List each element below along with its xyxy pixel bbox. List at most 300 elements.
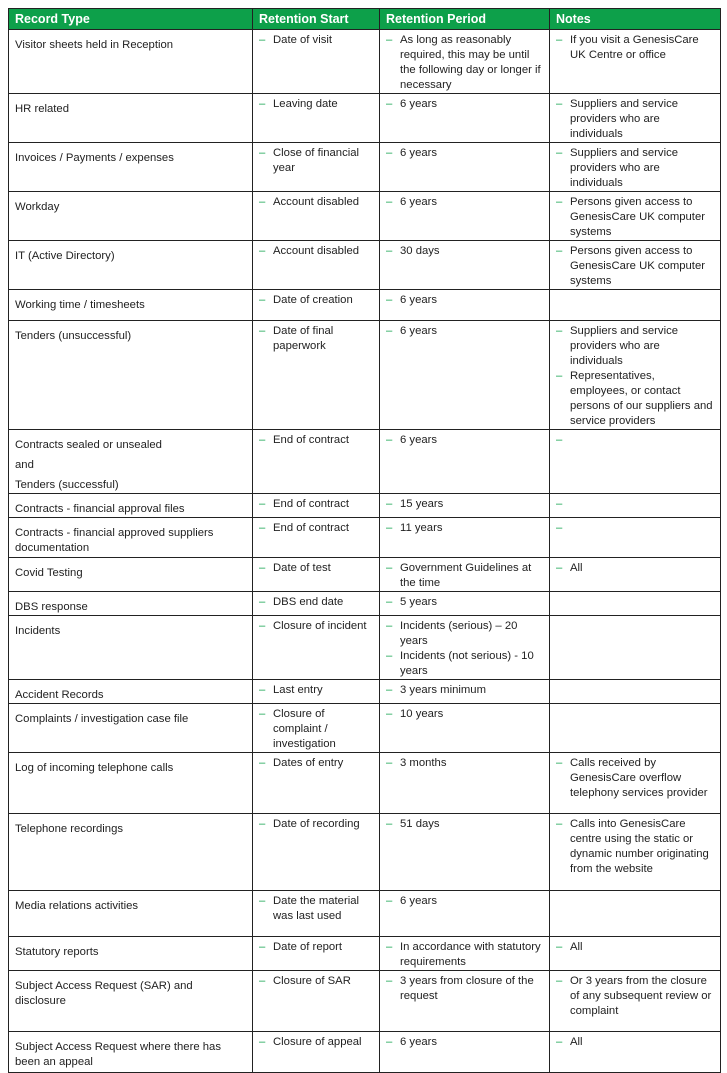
record-type-text: IT (Active Directory) xyxy=(15,250,115,262)
retention-start-cell xyxy=(253,753,380,814)
notes-list xyxy=(556,195,714,240)
notes-text: Persons given access to GenesisCare UK computer systems xyxy=(570,245,705,287)
retention-start-text: Date of test xyxy=(273,562,331,574)
retention-start-item xyxy=(259,683,373,698)
retention-period-text: 3 years from closure of the request xyxy=(400,975,534,1002)
dash-icon: – xyxy=(259,325,266,337)
notes-list xyxy=(556,756,714,801)
retention-start-cell xyxy=(253,1032,380,1073)
retention-start-item xyxy=(259,756,373,771)
retention-period-text: Incidents (not serious) - 10 years xyxy=(400,650,534,677)
retention-start-list xyxy=(259,1035,373,1050)
dash-icon: – xyxy=(556,98,563,110)
notes-list xyxy=(556,940,714,955)
notes-item xyxy=(556,33,714,63)
retention-start-cell xyxy=(253,937,380,971)
retention-period-list xyxy=(386,195,543,210)
record-type-cell xyxy=(9,592,253,616)
retention-start-text: Closure of incident xyxy=(273,620,367,632)
retention-start-text: Date of report xyxy=(273,941,343,953)
retention-period-cell xyxy=(380,592,550,616)
retention-period-cell xyxy=(380,704,550,753)
table-row xyxy=(9,891,721,937)
retention-start-list xyxy=(259,683,373,698)
notes-item xyxy=(556,244,714,289)
retention-start-list xyxy=(259,97,373,112)
dash-icon: – xyxy=(556,975,563,987)
dash-icon: – xyxy=(259,620,266,632)
retention-period-text: 30 days xyxy=(400,245,440,257)
retention-start-item xyxy=(259,497,373,512)
retention-period-text: In accordance with statutory requirements xyxy=(400,941,541,968)
record-type-text: Invoices / Payments / expenses xyxy=(15,152,174,164)
table-row xyxy=(9,558,721,592)
dash-icon: – xyxy=(259,98,266,110)
retention-start-item xyxy=(259,33,373,48)
retention-period-cell xyxy=(380,494,550,518)
notes-cell xyxy=(550,592,721,616)
record-type-cell xyxy=(9,494,253,518)
notes-text: All xyxy=(570,562,583,574)
table-header-row xyxy=(9,9,721,30)
notes-cell xyxy=(550,30,721,94)
retention-period-cell xyxy=(380,814,550,891)
dash-icon: – xyxy=(386,562,393,574)
retention-period-item xyxy=(386,756,543,771)
notes-item xyxy=(556,97,714,142)
notes-text: If you visit a GenesisCare UK Centre or office xyxy=(570,34,699,61)
dash-icon: – xyxy=(386,34,393,46)
retention-start-text: Closure of appeal xyxy=(273,1036,362,1048)
notes-item xyxy=(556,324,714,369)
retention-period-item xyxy=(386,817,543,832)
notes-cell xyxy=(550,494,721,518)
retention-start-list xyxy=(259,619,373,634)
dash-icon: – xyxy=(259,1036,266,1048)
notes-list xyxy=(556,244,714,289)
dash-icon: – xyxy=(556,522,563,534)
retention-period-list xyxy=(386,521,543,536)
retention-start-cell xyxy=(253,616,380,680)
retention-start-cell xyxy=(253,290,380,321)
retention-period-list xyxy=(386,33,543,93)
notes-text: Or 3 years from the closure of any subsequent review or complaint xyxy=(570,975,712,1017)
retention-period-cell xyxy=(380,891,550,937)
dash-icon: – xyxy=(556,434,563,446)
notes-cell xyxy=(550,1032,721,1073)
retention-period-item xyxy=(386,33,543,93)
record-type-text: Contracts sealed or unsealed xyxy=(15,439,162,451)
notes-cell xyxy=(550,94,721,143)
retention-period-text: 10 years xyxy=(400,708,444,720)
record-type-text: Media relations activities xyxy=(15,900,139,912)
table-row xyxy=(9,592,721,616)
retention-period-item xyxy=(386,244,543,259)
record-type-cell xyxy=(9,704,253,753)
retention-period-item xyxy=(386,940,543,970)
record-type-text: DBS response xyxy=(15,601,88,613)
retention-period-item xyxy=(386,97,543,112)
retention-start-cell xyxy=(253,321,380,430)
retention-period-item xyxy=(386,561,543,591)
retention-period-item xyxy=(386,324,543,339)
notes-cell xyxy=(550,814,721,891)
record-type-text: Log of incoming telephone calls xyxy=(15,762,174,774)
retention-period-item xyxy=(386,293,543,308)
retention-start-list xyxy=(259,894,373,924)
notes-item xyxy=(556,817,714,877)
record-type-cell xyxy=(9,518,253,558)
retention-start-list xyxy=(259,974,373,989)
retention-period-cell xyxy=(380,143,550,192)
retention-period-list xyxy=(386,561,543,591)
retention-start-text: Close of financial year xyxy=(273,147,360,174)
notes-text: Suppliers and service providers who are individuals xyxy=(570,147,679,189)
record-type-text: Telephone recordings xyxy=(15,823,124,835)
retention-period-text: 15 years xyxy=(400,498,444,510)
retention-start-list xyxy=(259,817,373,832)
retention-period-text: 5 years xyxy=(400,596,438,608)
notes-cell xyxy=(550,937,721,971)
retention-period-item xyxy=(386,497,543,512)
table-row xyxy=(9,814,721,891)
dash-icon: – xyxy=(386,650,393,662)
table-row xyxy=(9,971,721,1032)
dash-icon: – xyxy=(259,708,266,720)
notes-list xyxy=(556,33,714,63)
dash-icon: – xyxy=(556,562,563,574)
header-retention-start: Retention Start xyxy=(253,9,380,30)
retention-period-text: Incidents (serious) – 20 years xyxy=(400,620,518,647)
table-row xyxy=(9,192,721,241)
retention-start-item xyxy=(259,324,373,354)
notes-cell xyxy=(550,518,721,558)
record-type-cell xyxy=(9,971,253,1032)
retention-start-text: Closure of SAR xyxy=(273,975,351,987)
table-row xyxy=(9,30,721,94)
notes-cell xyxy=(550,704,721,753)
record-type-cell xyxy=(9,321,253,430)
notes-list xyxy=(556,324,714,429)
dash-icon: – xyxy=(386,596,393,608)
retention-start-list xyxy=(259,707,373,752)
notes-cell xyxy=(550,192,721,241)
retention-period-text: 6 years xyxy=(400,434,438,446)
retention-period-cell xyxy=(380,971,550,1032)
retention-start-cell xyxy=(253,518,380,558)
retention-start-item xyxy=(259,940,373,955)
dash-icon: – xyxy=(386,498,393,510)
dash-icon: – xyxy=(556,34,563,46)
dash-icon: – xyxy=(259,34,266,46)
dash-icon: – xyxy=(386,941,393,953)
retention-period-item xyxy=(386,146,543,161)
table-row xyxy=(9,321,721,430)
retention-period-item xyxy=(386,521,543,536)
dash-icon: – xyxy=(386,434,393,446)
notes-cell xyxy=(550,971,721,1032)
retention-period-text: 6 years xyxy=(400,196,438,208)
notes-list xyxy=(556,817,714,877)
notes-cell xyxy=(550,753,721,814)
retention-start-list xyxy=(259,561,373,576)
retention-start-cell xyxy=(253,680,380,704)
retention-start-cell xyxy=(253,192,380,241)
retention-start-list xyxy=(259,33,373,48)
retention-start-list xyxy=(259,497,373,512)
retention-start-item xyxy=(259,146,373,176)
retention-period-list xyxy=(386,97,543,112)
notes-cell xyxy=(550,290,721,321)
record-type-text: Contracts - financial approved suppliers documentation xyxy=(15,527,214,554)
dash-icon: – xyxy=(386,708,393,720)
retention-period-item xyxy=(386,619,543,649)
retention-start-list xyxy=(259,940,373,955)
retention-start-list xyxy=(259,756,373,771)
record-type-text: Covid Testing xyxy=(15,567,83,579)
retention-period-item xyxy=(386,683,543,698)
record-type-cell xyxy=(9,94,253,143)
retention-start-item xyxy=(259,619,373,634)
dash-icon: – xyxy=(556,941,563,953)
retention-start-text: End of contract xyxy=(273,498,349,510)
retention-start-text: Account disabled xyxy=(273,196,360,208)
retention-start-item xyxy=(259,817,373,832)
retention-start-cell xyxy=(253,592,380,616)
retention-start-text: DBS end date xyxy=(273,596,344,608)
table-row xyxy=(9,241,721,290)
retention-period-text: Government Guidelines at the time xyxy=(400,562,532,589)
retention-period-list xyxy=(386,817,543,832)
record-type-text: Visitor sheets held in Reception xyxy=(15,39,174,51)
retention-period-cell xyxy=(380,290,550,321)
record-type-cell xyxy=(9,814,253,891)
retention-period-list xyxy=(386,707,543,722)
notes-item xyxy=(556,1035,714,1050)
retention-start-item xyxy=(259,244,373,259)
dash-icon: – xyxy=(259,975,266,987)
table-body xyxy=(9,30,721,1073)
retention-start-item xyxy=(259,595,373,610)
retention-start-list xyxy=(259,244,373,259)
retention-start-item xyxy=(259,97,373,112)
retention-period-list xyxy=(386,244,543,259)
retention-period-cell xyxy=(380,558,550,592)
retention-period-cell xyxy=(380,753,550,814)
retention-start-cell xyxy=(253,494,380,518)
dash-icon: – xyxy=(386,245,393,257)
retention-start-cell xyxy=(253,704,380,753)
record-type-cell xyxy=(9,891,253,937)
notes-item xyxy=(556,369,714,429)
retention-period-text: 6 years xyxy=(400,1036,438,1048)
record-type-cell xyxy=(9,616,253,680)
record-type-cell xyxy=(9,753,253,814)
retention-period-text: 6 years xyxy=(400,895,438,907)
record-type-cell xyxy=(9,937,253,971)
retention-start-item xyxy=(259,1035,373,1050)
notes-text: Suppliers and service providers who are individuals xyxy=(570,98,679,140)
notes-cell xyxy=(550,321,721,430)
retention-start-text: Leaving date xyxy=(273,98,338,110)
retention-start-list xyxy=(259,521,373,536)
notes-item xyxy=(556,974,714,1019)
record-type-text: Tenders (unsuccessful) xyxy=(15,330,132,342)
table-row xyxy=(9,494,721,518)
notes-text: Representatives, employees, or contact persons of our suppliers and service providers xyxy=(570,370,713,427)
retention-start-cell xyxy=(253,94,380,143)
notes-cell xyxy=(550,558,721,592)
retention-start-item xyxy=(259,293,373,308)
retention-start-text: Date of creation xyxy=(273,294,353,306)
table-row xyxy=(9,937,721,971)
retention-period-list xyxy=(386,595,543,610)
dash-icon: – xyxy=(556,196,563,208)
notes-cell xyxy=(550,241,721,290)
retention-period-list xyxy=(386,497,543,512)
header-record-type: Record Type xyxy=(9,9,253,30)
notes-item xyxy=(556,756,714,801)
record-type-cell xyxy=(9,430,253,494)
dash-icon: – xyxy=(386,757,393,769)
dash-icon: – xyxy=(556,1036,563,1048)
retention-start-item xyxy=(259,707,373,752)
record-type-text: Incidents xyxy=(15,625,61,637)
retention-start-list xyxy=(259,324,373,354)
retention-schedule xyxy=(8,8,721,1073)
notes-item xyxy=(556,146,714,191)
retention-period-list xyxy=(386,974,543,1004)
dash-icon: – xyxy=(259,757,266,769)
retention-period-cell xyxy=(380,94,550,143)
retention-period-list xyxy=(386,756,543,771)
dash-icon: – xyxy=(259,596,266,608)
dash-icon: – xyxy=(386,98,393,110)
table-row xyxy=(9,680,721,704)
retention-table xyxy=(8,8,721,1073)
dash-icon: – xyxy=(259,245,266,257)
notes-cell xyxy=(550,616,721,680)
dash-icon: – xyxy=(259,895,266,907)
retention-period-cell xyxy=(380,518,550,558)
record-type-cell xyxy=(9,30,253,94)
notes-text: All xyxy=(570,1036,583,1048)
retention-period-list xyxy=(386,619,543,679)
record-type-text: Workday xyxy=(15,201,60,213)
retention-start-text: Date of recording xyxy=(273,818,360,830)
retention-start-cell xyxy=(253,143,380,192)
record-type-text: Accident Records xyxy=(15,689,104,701)
retention-period-text: 51 days xyxy=(400,818,440,830)
retention-start-item xyxy=(259,561,373,576)
retention-start-cell xyxy=(253,558,380,592)
retention-period-text: 11 years xyxy=(400,522,443,534)
dash-icon: – xyxy=(259,147,266,159)
dash-icon: – xyxy=(386,620,393,632)
table-row xyxy=(9,430,721,494)
record-type-text: Subject Access Request (SAR) and disclosure xyxy=(15,980,193,1007)
dash-icon: – xyxy=(259,522,266,534)
dash-icon: – xyxy=(386,895,393,907)
table-row xyxy=(9,1032,721,1073)
retention-period-item xyxy=(386,195,543,210)
retention-start-text: End of contract xyxy=(273,522,349,534)
retention-period-list xyxy=(386,1035,543,1050)
retention-start-item xyxy=(259,521,373,536)
notes-cell xyxy=(550,430,721,494)
retention-period-cell xyxy=(380,430,550,494)
dash-icon: – xyxy=(386,684,393,696)
retention-period-cell xyxy=(380,192,550,241)
notes-list xyxy=(556,974,714,1019)
retention-start-text: Last entry xyxy=(273,684,323,696)
retention-period-text: 6 years xyxy=(400,98,438,110)
retention-period-cell xyxy=(380,241,550,290)
notes-item xyxy=(556,561,714,576)
table-row xyxy=(9,753,721,814)
retention-start-text: End of contract xyxy=(273,434,349,446)
dash-icon: – xyxy=(556,147,563,159)
retention-start-list xyxy=(259,433,373,448)
retention-start-item xyxy=(259,195,373,210)
dash-icon: – xyxy=(556,757,563,769)
dash-icon: – xyxy=(386,325,393,337)
dash-icon: – xyxy=(556,498,563,510)
retention-period-text: 6 years xyxy=(400,325,438,337)
retention-period-item xyxy=(386,649,543,679)
retention-start-item xyxy=(259,894,373,924)
table-row xyxy=(9,616,721,680)
retention-start-text: Closure of complaint / investigation xyxy=(273,708,336,750)
retention-period-text: As long as reasonably required, this may be until the following day or longer if necessary xyxy=(400,34,541,91)
retention-start-list xyxy=(259,595,373,610)
notes-text: Calls received by GenesisCare overflow telephony services provider xyxy=(570,757,708,799)
notes-cell xyxy=(550,143,721,192)
dash-icon: – xyxy=(259,941,266,953)
retention-start-text: Date the material was last used xyxy=(273,895,360,922)
record-type-cell xyxy=(9,680,253,704)
retention-period-text: 6 years xyxy=(400,147,438,159)
retention-start-cell xyxy=(253,30,380,94)
retention-start-list xyxy=(259,195,373,210)
dash-icon: – xyxy=(386,818,393,830)
record-type-cell xyxy=(9,558,253,592)
record-type-text: Statutory reports xyxy=(15,946,99,958)
retention-start-text: Date of final paperwork xyxy=(273,325,334,352)
retention-start-text: Dates of entry xyxy=(273,757,344,769)
notes-item xyxy=(556,940,714,955)
retention-period-item xyxy=(386,433,543,448)
retention-period-list xyxy=(386,146,543,161)
notes-text: Persons given access to GenesisCare UK computer systems xyxy=(570,196,705,238)
retention-start-cell xyxy=(253,241,380,290)
retention-period-text: 3 months xyxy=(400,757,447,769)
notes-text: Calls into GenesisCare centre using the static or dynamic number originating from the website xyxy=(570,818,709,875)
dash-icon: – xyxy=(556,325,563,337)
record-type-text: and xyxy=(15,459,34,471)
retention-period-cell xyxy=(380,321,550,430)
record-type-cell xyxy=(9,143,253,192)
dash-icon: – xyxy=(386,147,393,159)
table-row xyxy=(9,143,721,192)
retention-start-text: Account disabled xyxy=(273,245,360,257)
retention-start-item xyxy=(259,433,373,448)
record-type-text: Working time / timesheets xyxy=(15,299,145,311)
dash-icon: – xyxy=(386,196,393,208)
retention-period-list xyxy=(386,940,543,970)
dash-icon: – xyxy=(259,196,266,208)
retention-period-list xyxy=(386,894,543,909)
